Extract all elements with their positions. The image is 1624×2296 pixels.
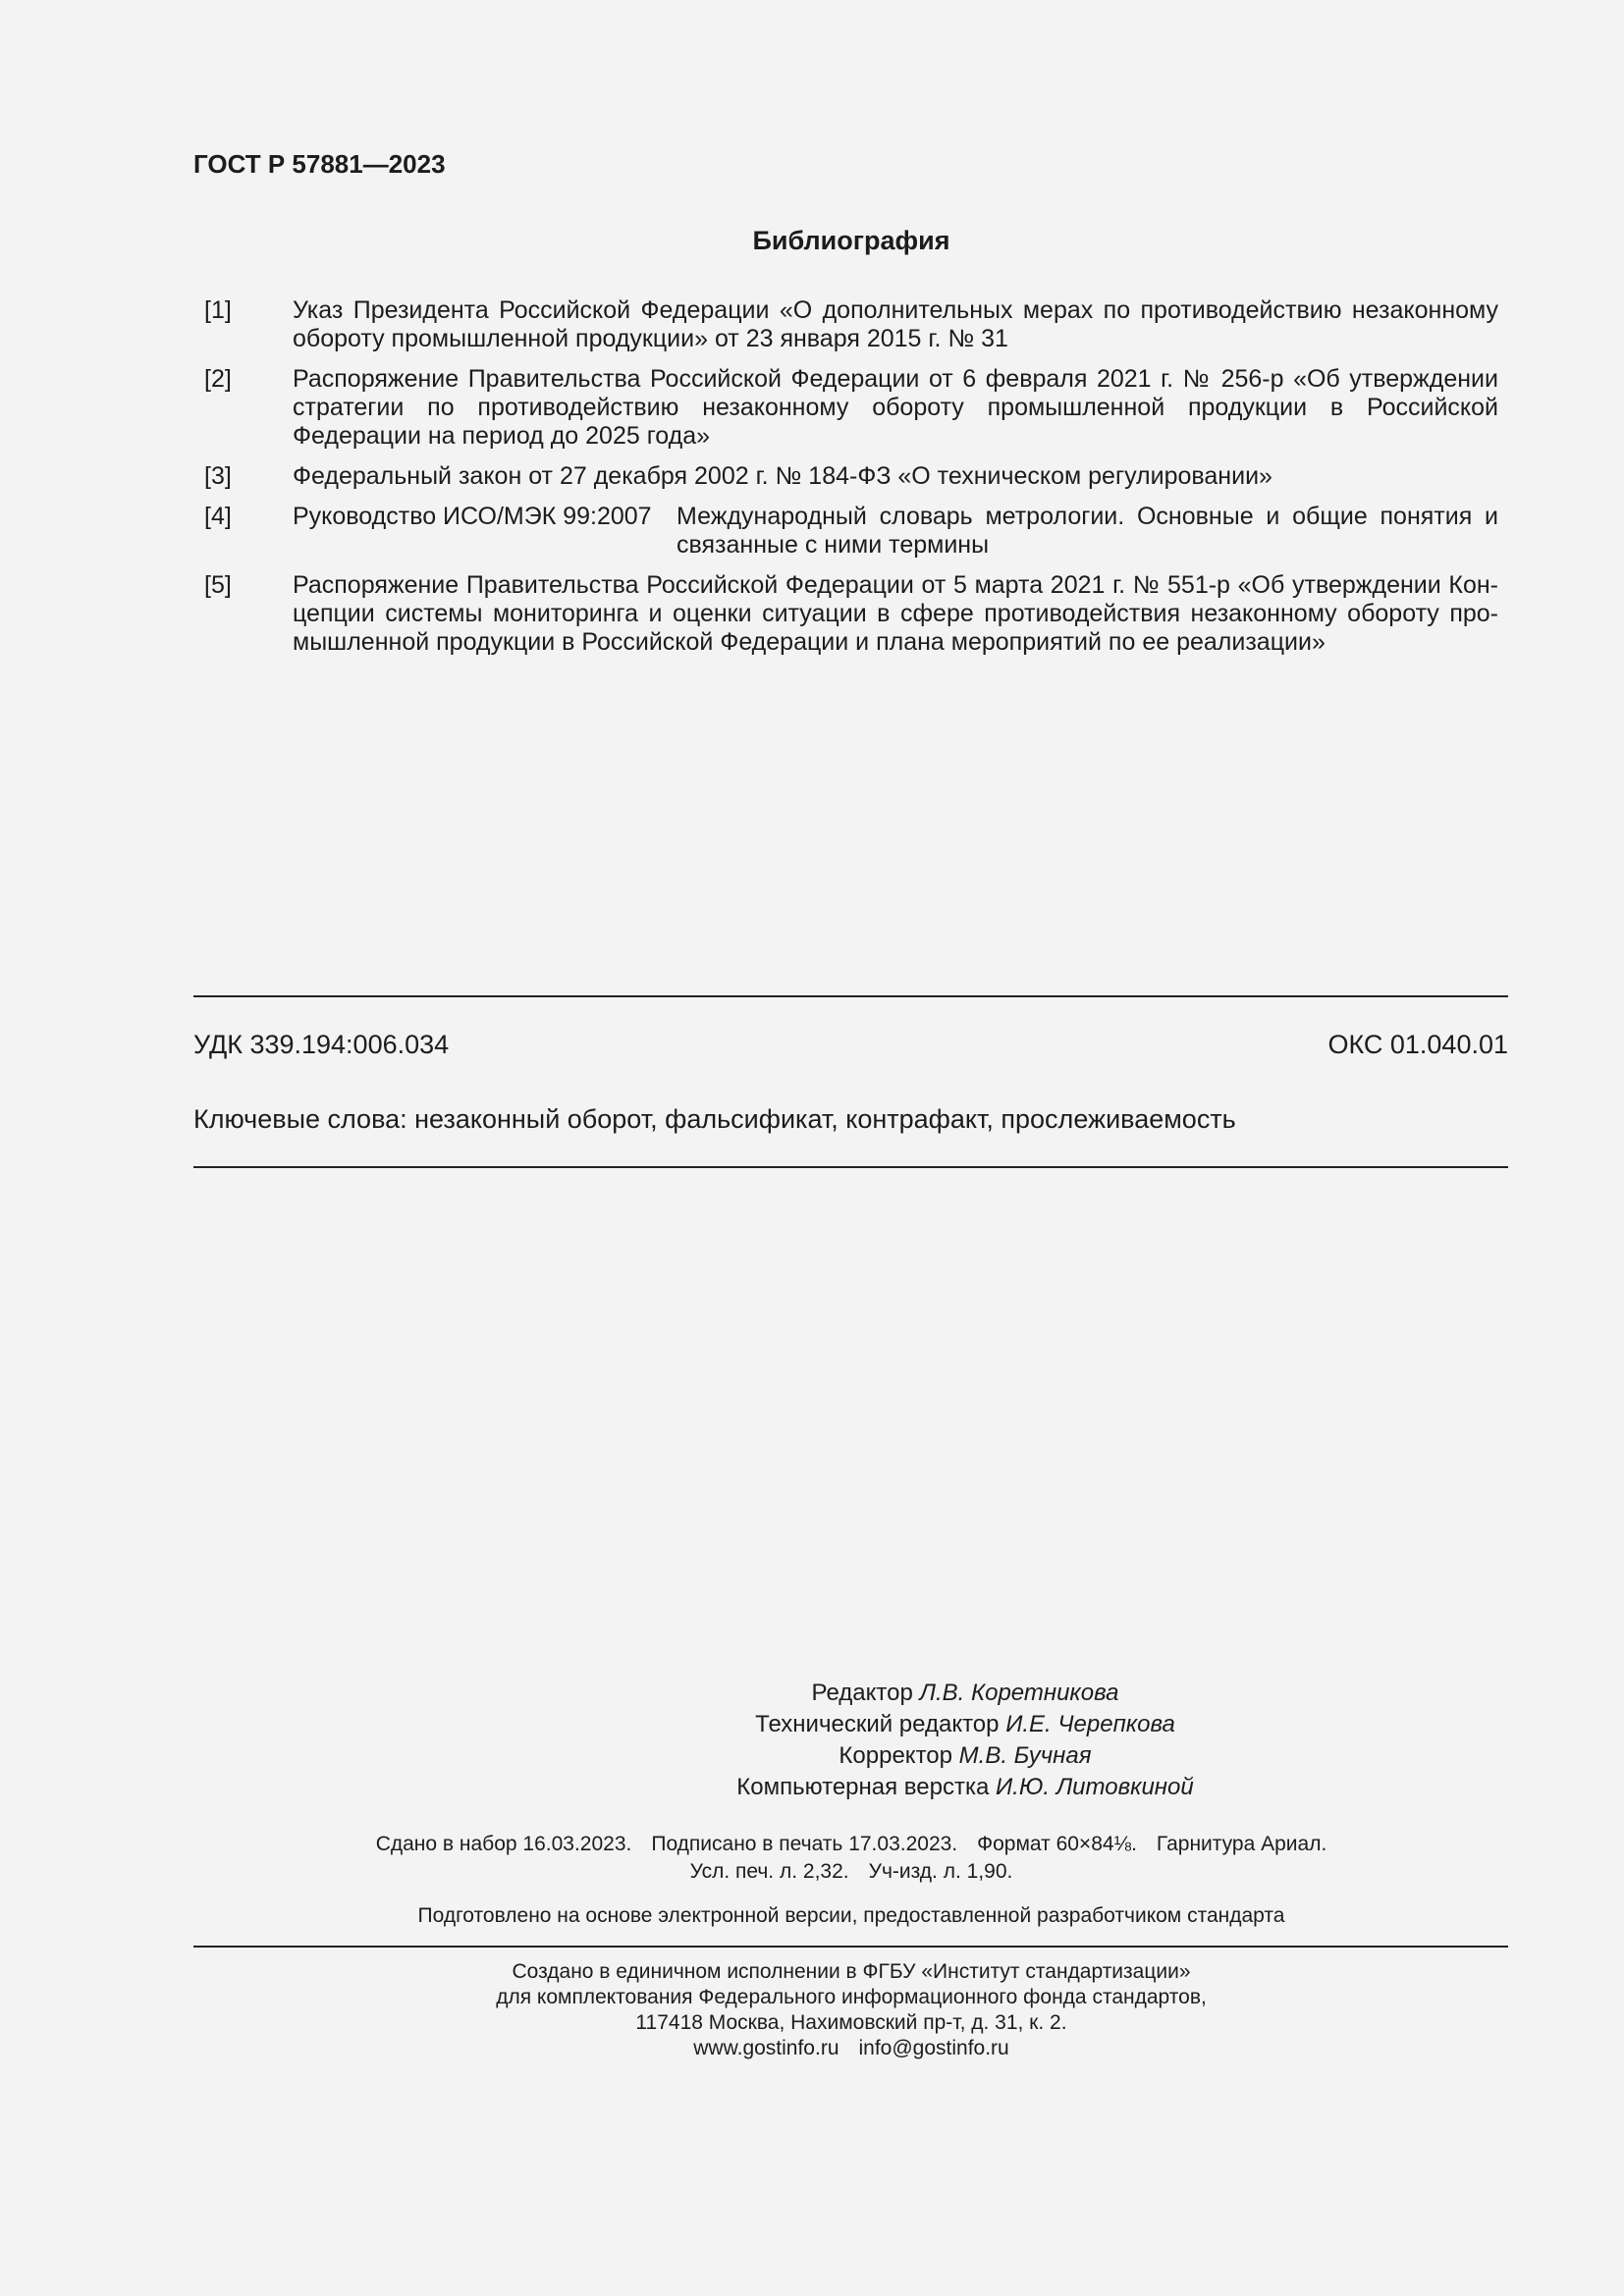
bibliography-item-text: Международный словарь метрологии. Основные и общие понятия и связанные с ними термины xyxy=(677,503,1498,559)
website-link[interactable]: www.gostinfo.ru xyxy=(693,2037,839,2059)
bibliography-item xyxy=(193,365,1498,451)
bibliography-item-text: Указ Президента Российской Федерации «О дополнительных мерах по противодействию незаконному обороту промышленной продукции» от 23 января 2015 г. № 31 xyxy=(293,296,1498,352)
bibliography-item xyxy=(193,503,1498,560)
bibliography-item-number: [4] xyxy=(204,503,232,530)
credit-name: И.Е. Черепкова xyxy=(1005,1711,1175,1737)
bibliography-item xyxy=(193,462,1498,491)
credit-name: И.Ю. Литовкиной xyxy=(996,1774,1194,1800)
oks-code: ОКС 01.040.01 xyxy=(1327,1030,1508,1059)
bibliography-item-number: [1] xyxy=(204,296,232,324)
bibliography-item-number: [2] xyxy=(204,365,232,393)
bibliography-item-number: [3] xyxy=(204,462,232,490)
bibliography-item-document: Руководство ИСО/МЭК 99:2007 xyxy=(293,503,652,530)
bibliography-list xyxy=(193,296,1498,668)
footer-info: Создано в единичном исполнении в ФГБУ «Институт стандартизации» для комплектования Федерального информационного фонда стандартов, 117418 Москва, Нахимовский пр-т, д. 31, к. 2. www.gostinfo.ru info@gostinfo.ru xyxy=(496,1960,1207,2059)
prepared-note: Подготовлено на основе электронной версии, предоставленной разработчиком стандарта xyxy=(417,1904,1285,1927)
divider-line xyxy=(193,1946,1508,1948)
udk-code: УДК 339.194:006.034 xyxy=(193,1030,450,1059)
bibliography-item-text: Распоряжение Правительства Российской Федерации от 6 февраля 2021 г. № 256-р «Об утверждении стратегии по противодействию незаконному обороту промышленной продукции в Российской Федерации на период до 2025 года» xyxy=(293,365,1498,450)
credit-line: Редактор Л.В. Коретникова xyxy=(811,1680,1119,1706)
bibliography-item-text: Федеральный закон от 27 декабря 2002 г. № 184-ФЗ «О техническом регулировании» xyxy=(293,462,1272,490)
credits-block xyxy=(0,1678,1624,1803)
divider-line xyxy=(193,1166,1508,1168)
credit-line: Корректор М.В. Бучная xyxy=(839,1742,1092,1769)
divider-line xyxy=(193,995,1508,997)
publishing-info: Сдано в набор 16.03.2023. Подписано в печать 17.03.2023. Формат 60×84⅛. Гарнитура Ариал. Усл. печ. л. 2,32. Уч-изд. л. 1,90. xyxy=(375,1833,1327,1883)
bibliography-item xyxy=(193,296,1498,353)
credit-line: Компьютерная верстка И.Ю. Литовкиной xyxy=(736,1774,1194,1800)
bibliography-item-number: [5] xyxy=(204,571,232,599)
document-code: ГОСТ Р 57881—2023 xyxy=(193,149,446,179)
bibliography-item xyxy=(193,571,1498,657)
credit-name: М.В. Бучная xyxy=(958,1742,1092,1769)
bibliography-item-text: Распоряжение Правительства Российской Федерации от 5 марта 2021 г. № 551-р «Об утверждении Концепции системы мониторинга и оценки ситуации в сфере противодействия незаконному обороту промышленной продукции в Российской Федерации и плана мероприятий по ее реализации» xyxy=(293,571,1498,656)
keywords: Ключевые слова: незаконный оборот, фальсификат, контрафакт, прослеживаемость xyxy=(193,1104,1236,1134)
credit-line: Технический редактор И.Е. Черепкова xyxy=(755,1711,1175,1737)
credit-name: Л.В. Коретникова xyxy=(919,1680,1119,1706)
bibliography-title: Библиография xyxy=(752,226,950,255)
email-link[interactable]: info@gostinfo.ru xyxy=(858,2037,1009,2059)
